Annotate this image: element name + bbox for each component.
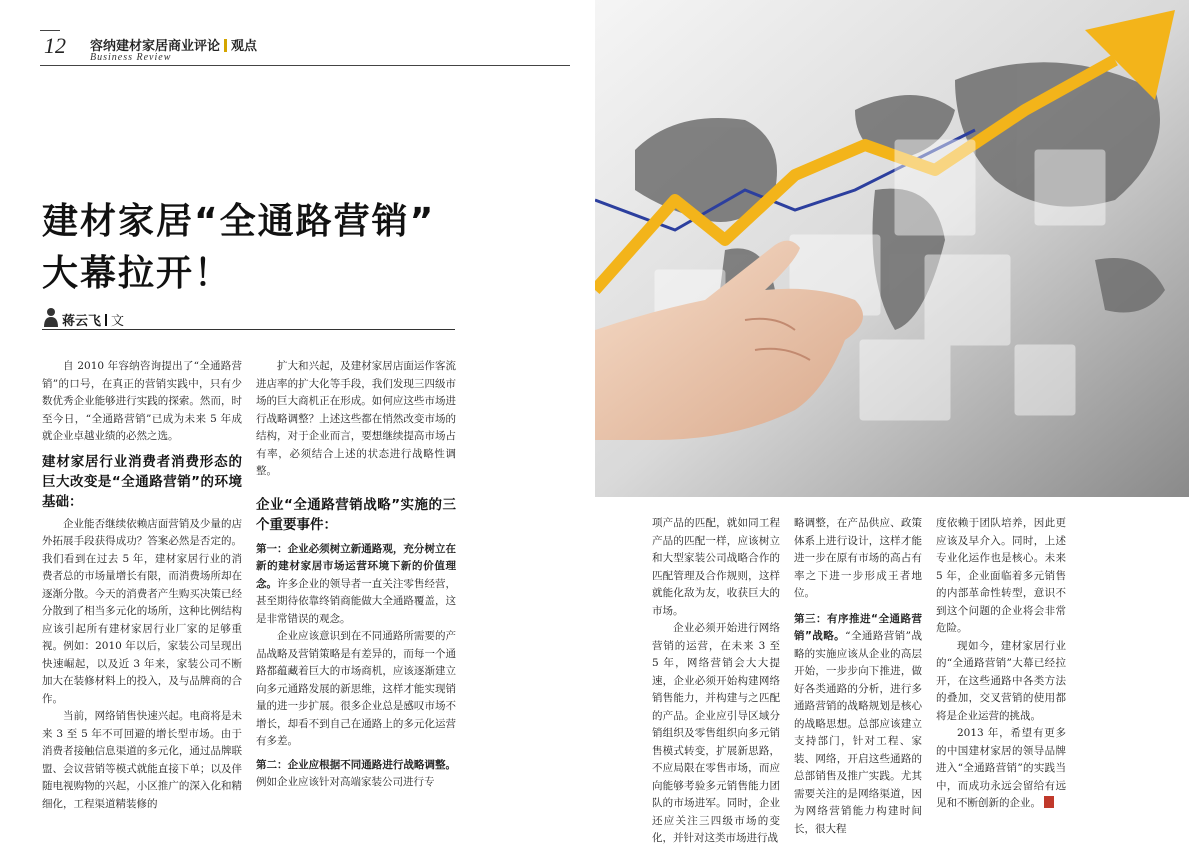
title-line-2: 大幕拉开！ — [42, 253, 233, 294]
header-divider — [224, 39, 227, 52]
column-3 — [652, 515, 780, 848]
article-title — [42, 196, 435, 300]
title-line-1: 建材家居“全通路营销” — [42, 201, 436, 242]
subheading: 第二：企业应根据不同通路进行战略调整。 — [256, 758, 456, 771]
header-rule — [40, 65, 570, 66]
column-5 — [936, 515, 1066, 813]
author-role: 文 — [111, 314, 125, 329]
subheading: 第三：有序推进“全通路营销”战略。 — [794, 612, 922, 642]
author-name: 蒋云飞 — [62, 314, 102, 329]
paragraph: 当前，网络销售快速兴起。电商将是未来 3 至 5 年不可回避的增长型市场。由于消费者接触信息渠道的多元化，通过品牌联盟、会议营销等模式就能直接下单；以及伴随电视购物的兴起，小区推广的深入化和精细化，工程渠道精装修的 — [42, 710, 242, 810]
section-name: 观点 — [231, 39, 258, 54]
section-heading: 建材家居行业消费者消费形态的巨大改变是“全通路营销”的环境基础： — [42, 453, 242, 510]
paragraph: 自 2010 年容纳咨询提出了“全通路营销”的口号，在真正的营销实践中，只有少数优秀企业能够进行实践的探索。然而，时至今日，“全通路营销”已成为未来 5 年成就企业卓越业绩的必然之选。 — [42, 360, 242, 442]
paragraph-text: “全通路营销”战略的实施应该从企业的高层开始，一步步向下推进，做好各类通路的分析，进行多通路营销的战略规划是核心的战略思想。总部应该建立支持部门，针对工程、家装、网络，开启这些通路的总部销售及推广实践。尤其需要关注的是网络渠道，因为网络营销能力构建时间长，很大程 — [794, 630, 922, 835]
page-number: 12 — [44, 33, 66, 58]
subheading: 第一：企业必须树立新通路观，充分树立在新的建材家居市场运营环境下新的价值理念。 — [256, 542, 456, 590]
paragraph-text: 2013 年，希望有更多的中国建材家居的领导品牌进入“全通路营销”的实践当中，而成功永远会留给有远见和不断创新的企业。 — [936, 727, 1066, 809]
column-4 — [794, 515, 922, 838]
paragraph: 企业必须开始进行网络营销的运营，在未来 3 至 5 年，网络营销会大大提速，企业必须开始构建网络销售能力，并构建与之匹配的产品。企业应引导区域分销组织及零售组织向多元销售模式转变，扩展新思路，不应局限在零售市场，而应向能够考验多元销售能力团队的市场进军。同时，企业还应关注三四级市场的变化，并针对这类市场进行战 — [652, 622, 780, 844]
author-divider — [105, 314, 107, 326]
paragraph: 项产品的匹配，就如同工程产品的匹配一样，应该树立和大型家装公司战略合作的匹配管理及合作规则，这样就能化敌为友，收获巨大的市场。 — [652, 517, 780, 617]
header-rule-short — [40, 30, 60, 31]
magazine-subtitle: Business Review — [90, 52, 172, 63]
paragraph — [936, 725, 1066, 813]
author-byline — [62, 310, 124, 329]
paragraph: 略调整，在产品供应、政策体系上进行设计，这样才能进一步在原有市场的高占有率之下进一步形成王者地位。 — [794, 517, 922, 599]
paragraph: 企业应该意识到在不同通路所需要的产品战略及营销策略是有差异的，而每一个通路都蕴藏着巨大的市场商机，应该逐渐建立向多元通路发展的新思维，这样才能实现销量的进一步扩展。很多企业总是感叹市场不增长，却看不到自己在通路上的多元化运营有多差。 — [256, 630, 456, 747]
paragraph-text: 例如企业应该针对高端家装公司进行专 — [256, 776, 435, 788]
column-1 — [42, 358, 242, 813]
author-person-icon — [44, 307, 58, 327]
author-rule — [42, 329, 455, 330]
section-heading: 企业“全通路营销战略”实施的三个重要事件： — [256, 496, 456, 533]
paragraph: 企业能否继续依赖店面营销及少量的店外拓展手段获得成功？答案必然是否定的。我们看到在过去 5 年，建材家居行业的消费者总的市场量增长有限，而消费场所却在逐渐分散。今天的消费者产生购买决策已经分散到了相当多元化的场所，这种比例结构应该引起所有建材家居行业厂家的足够重视。例如：2010 年以后，家装公司呈现出快速崛起，以及近 3 年来，家装公司不断加大在装修材料上的投入，及与品牌商的合作。 — [42, 517, 242, 705]
end-mark-icon — [1044, 796, 1054, 808]
column-2 — [256, 358, 456, 792]
paragraph: 现如今，建材家居行业的“全通路营销”大幕已经拉开，在这些通路中各类方法的叠加，交叉营销的使用都将是企业运营的挑战。 — [936, 639, 1066, 722]
paragraph-text: 许多企业的领导者一直关注零售经营，甚至期待依靠终销商能做大全通路覆盖，这是非常错误的观念。 — [256, 577, 457, 625]
magazine-name: 容纳建材家居商业评论 — [90, 39, 221, 54]
business-growth-photo — [595, 0, 1189, 497]
paragraph: 扩大和兴起，及建材家居店面运作客流进店率的扩大化等手段，我们发现三四级市场的巨大商机正在形成。如何应这些市场进行战略调整？上述这些都在悄然改变市场的结构，对于企业而言，要想继续提高市场占有率，必须结合上述的状态进行战略性调整。 — [256, 360, 456, 477]
paragraph: 度依赖于团队培养，因此更应该及早介入。同时，上述专业化运作也是核心。未来 5 年，企业面临着多元销售的内部革命性转型，意识不到这个问题的企业将会非常危险。 — [936, 517, 1066, 634]
